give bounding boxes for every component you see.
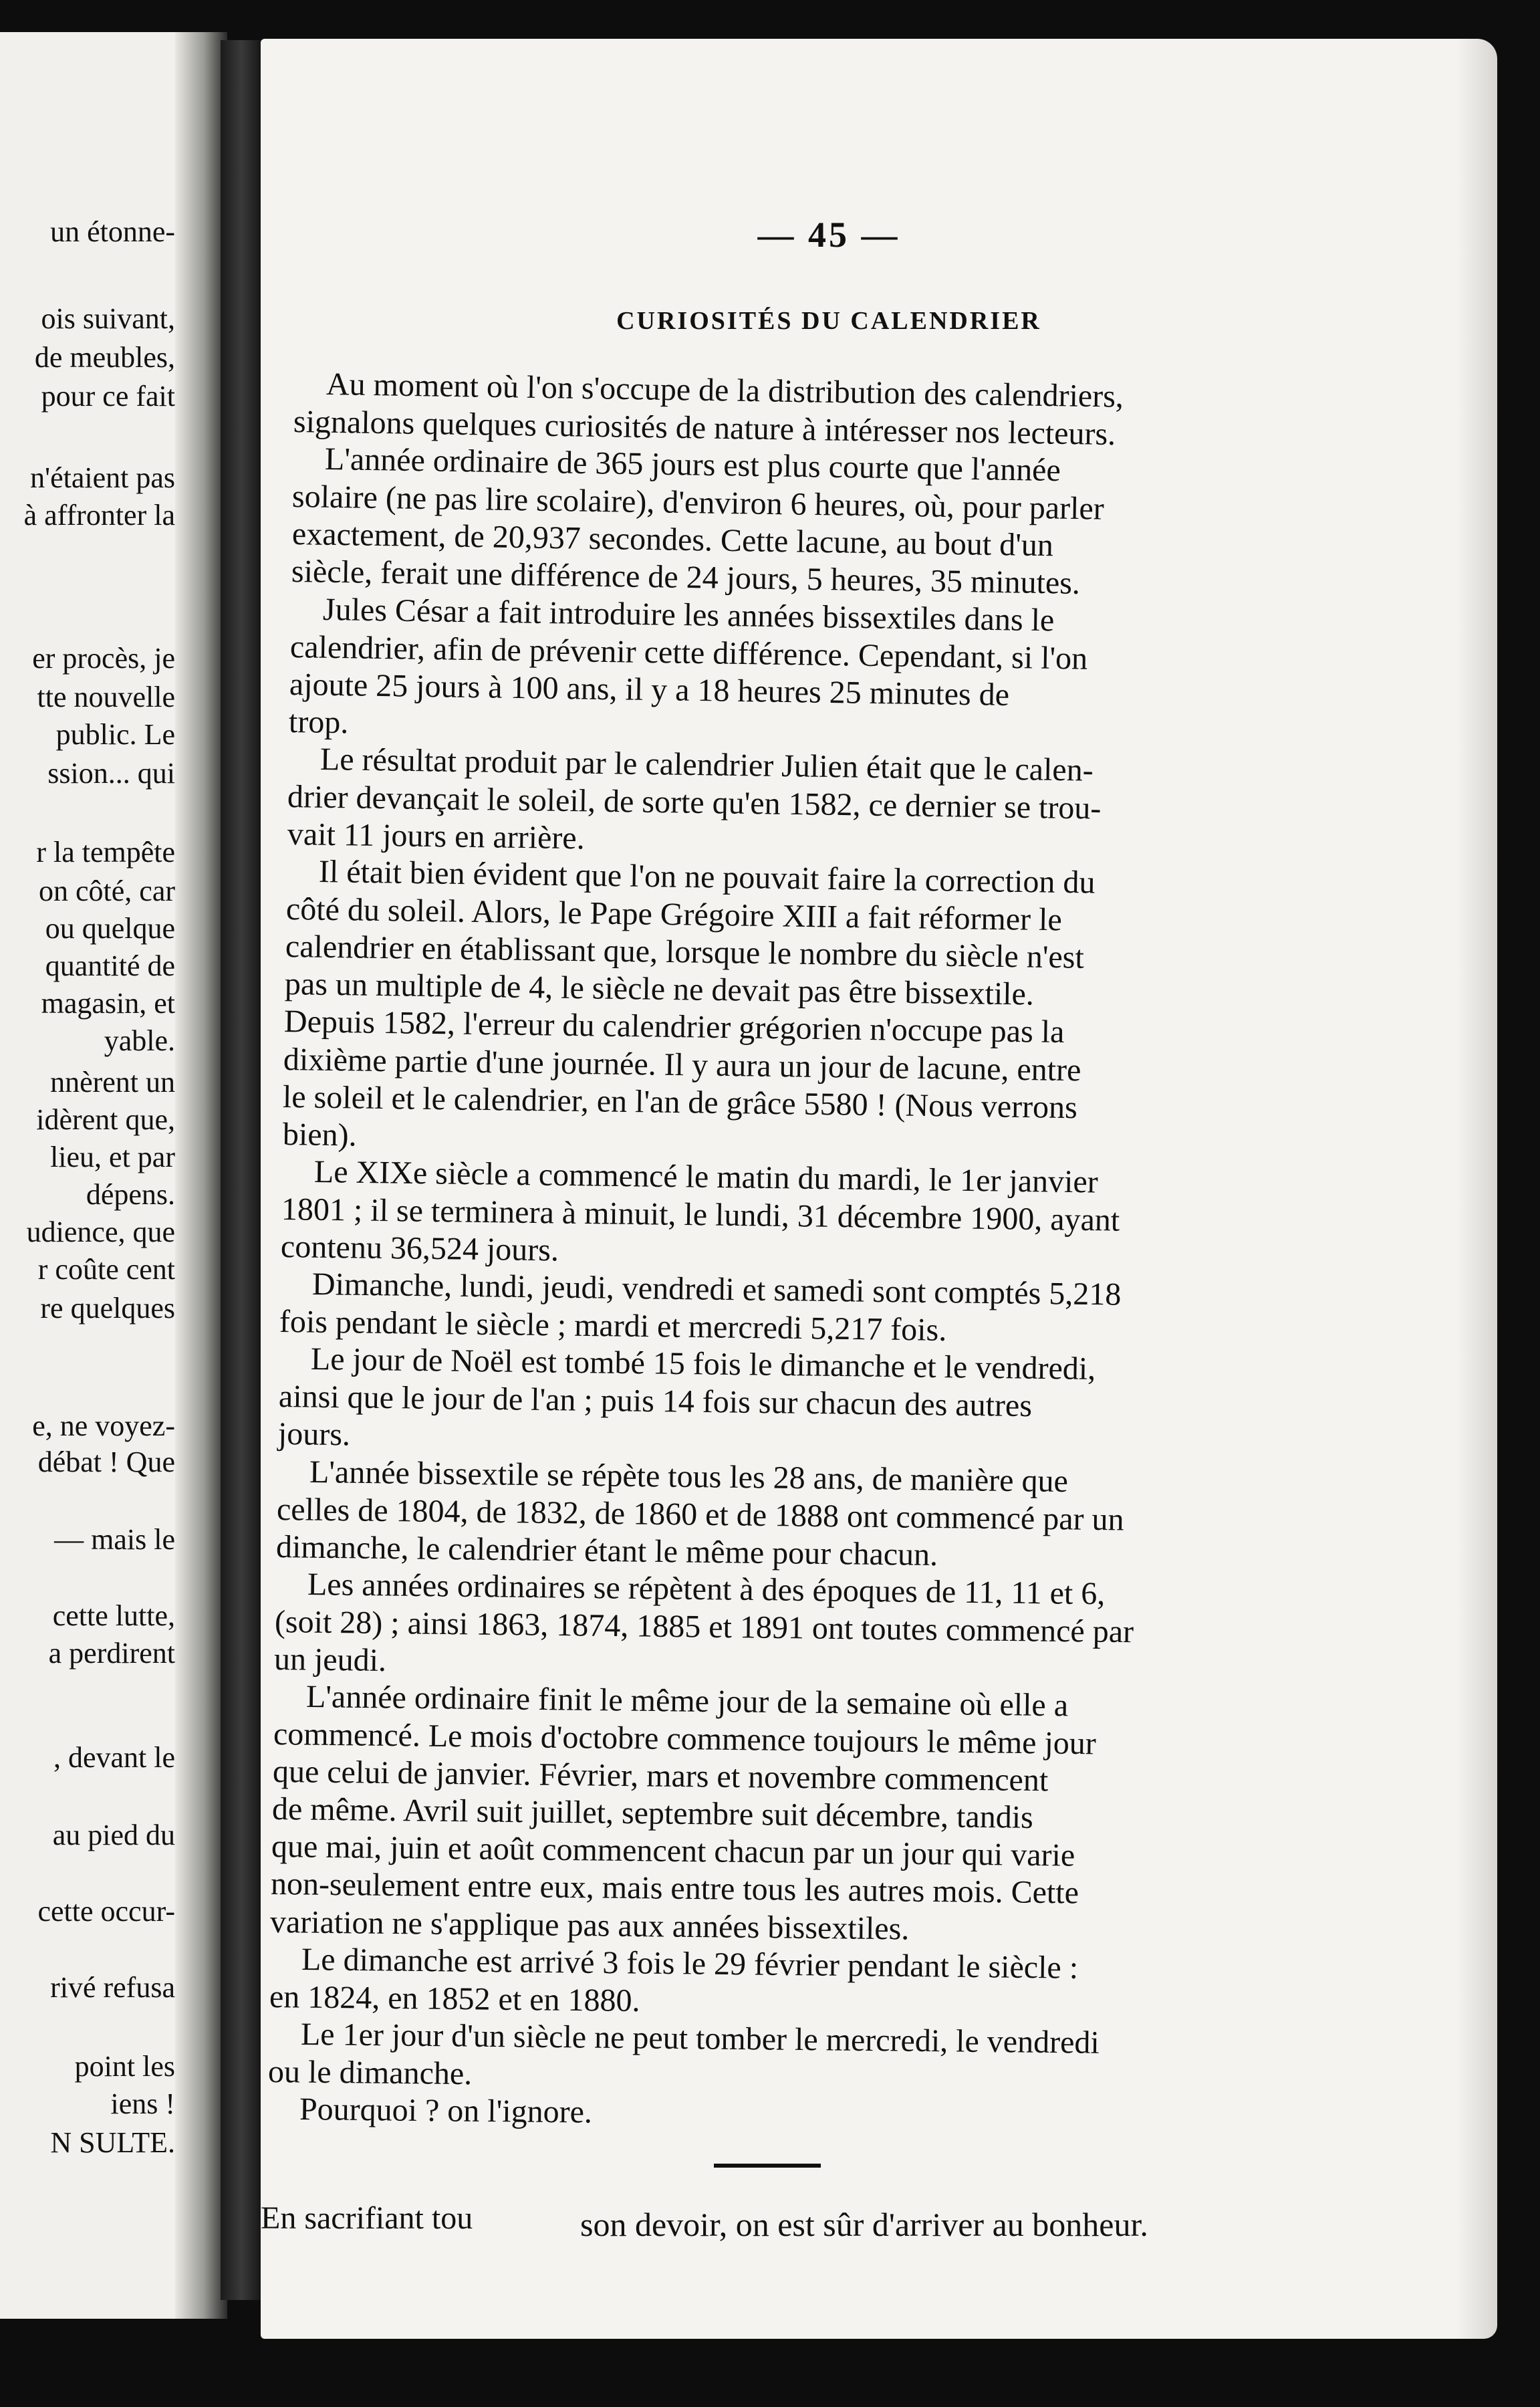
left-page-line: r la tempête	[36, 836, 175, 869]
body-line: en 1824, en 1852 et en 1880.	[269, 1978, 640, 2019]
body-line: jours.	[277, 1416, 350, 1453]
body-line: L'année ordinaire finit le même jour de la semaine où elle a	[305, 1679, 1068, 1724]
left-page-line: un étonne-	[50, 215, 175, 248]
left-page-line: , devant le	[53, 1741, 175, 1774]
body-line: variation ne s'applique pas aux années bissextiles.	[270, 1904, 910, 1947]
page-number: — 45 —	[757, 215, 900, 255]
left-page-line: iens !	[110, 2087, 175, 2120]
body-line: Au moment où l'on s'occupe de la distribution des calendriers,	[326, 366, 1124, 415]
left-page-line: cette lutte,	[52, 1599, 175, 1632]
left-page-line: tte nouvelle	[37, 681, 175, 713]
body-line: côté du soleil. Alors, le Pape Grégoire XIII a fait réformer le	[285, 891, 1062, 938]
main-page	[261, 39, 1497, 2339]
body-line: de même. Avril suit juillet, septembre suit décembre, tandis	[271, 1791, 1034, 1836]
left-page-line: de meubles,	[34, 341, 175, 374]
body-line: Depuis 1582, l'erreur du calendrier grégorien n'occupe pas la	[283, 1004, 1065, 1050]
left-page-line: re quelques	[40, 1292, 175, 1325]
left-page-line: quantité de	[45, 949, 175, 982]
body-line: Il était bien évident que l'on ne pouvait faire la correction du	[318, 854, 1096, 901]
body-line: dimanche, le calendrier étant le même pour chacun.	[275, 1528, 938, 1573]
body-line: L'année bissextile se répète tous les 28 ans, de manière que	[309, 1454, 1068, 1499]
body-line: Pourquoi ? on l'ignore.	[299, 2091, 593, 2130]
body-line: drier devançait le soleil, de sorte qu'en 1582, ce dernier se trou-	[287, 778, 1102, 826]
left-page-line: yable.	[104, 1024, 175, 1057]
body-line: Le 1er jour d'un siècle ne peut tomber le mercredi, le vendredi	[300, 2016, 1100, 2061]
left-page-line: rivé refusa	[50, 1971, 175, 2004]
left-page-line: cette occur-	[37, 1895, 175, 1928]
left-page-line: point les	[74, 2050, 175, 2083]
body-line: que celui de janvier. Février, mars et novembre commencent	[272, 1754, 1049, 1799]
body-line: dixième partie d'une journée. Il y aura un jour de lacune, entre	[283, 1041, 1082, 1088]
divider-rule	[714, 2164, 821, 2168]
left-page-line: e, ne voyez-	[32, 1409, 175, 1442]
body-line: signalons quelques curiosités de nature à intéresser nos lecteurs.	[293, 404, 1116, 453]
section-title: CURIOSITÉS DU CALENDRIER	[616, 307, 1041, 335]
body-line: siècle, ferait une différence de 24 jours, 5 heures, 35 minutes.	[291, 554, 1080, 602]
left-page-line: a perdirent	[48, 1637, 175, 1670]
left-page-line: N SULTE.	[50, 2126, 175, 2159]
body-line: un jeudi.	[274, 1641, 387, 1678]
body-line: calendrier, afin de prévenir cette différence. Cependant, si l'on	[289, 628, 1088, 677]
body-line: solaire (ne pas lire scolaire), d'environ 6 heures, où, pour parler	[291, 479, 1105, 527]
body-line: le soleil et le calendrier, en l'an de grâce 5580 ! (Nous verrons	[283, 1078, 1078, 1125]
left-facing-page	[0, 32, 227, 2319]
left-page-line: au pied du	[52, 1819, 175, 1851]
body-line: Le XIXe siècle a commencé le matin du mardi, le 1er janvier	[313, 1153, 1098, 1200]
body-line: 1801 ; il se terminera à minuit, le lundi, 31 décembre 1900, ayant	[281, 1191, 1120, 1238]
left-page-line: ssion... qui	[47, 757, 175, 790]
left-page-gutter-shadow	[175, 32, 227, 2319]
left-page-line: magasin, et	[41, 987, 175, 1020]
body-line: ou le dimanche.	[267, 2053, 473, 2092]
left-page-line: er procès, je	[32, 642, 175, 675]
left-page-line: idèrent que,	[36, 1103, 175, 1136]
body-line: Les années ordinaires se répètent à des époques de 11, 11 et 6,	[307, 1566, 1106, 1612]
body-line: Le jour de Noël est tombé 15 fois le dimanche et le vendredi,	[311, 1341, 1096, 1387]
body-line: que mai, juin et août commencent chacun par un jour qui varie	[271, 1829, 1075, 1874]
body-line: Le résultat produit par le calendrier Julien était que le calen-	[319, 741, 1094, 788]
left-page-line: — mais le	[54, 1523, 175, 1556]
body-line: trop.	[288, 703, 349, 741]
body-line: Le dimanche est arrivé 3 fois le 29 février pendant le siècle :	[301, 1941, 1079, 1986]
footer-maxim: son devoir, on est sûr d'arriver au bonheur.	[580, 2206, 1148, 2243]
left-page-line: pour ce fait	[41, 380, 175, 413]
left-page-line: ou quelque	[45, 912, 175, 945]
left-page-line: ois suivant,	[41, 302, 175, 335]
body-line: Jules César a fait introduire les années bissextiles dans le	[322, 591, 1055, 638]
body-line: fois pendant le siècle ; mardi et mercredi 5,217 fois.	[279, 1304, 947, 1349]
left-page-line: on côté, car	[39, 875, 175, 907]
left-page-line: n'étaient pas	[30, 461, 175, 494]
footer-fragment-left: En sacrifiant tou	[261, 2200, 473, 2236]
body-line: Dimanche, lundi, jeudi, vendredi et samedi sont comptés 5,218	[311, 1266, 1122, 1312]
left-page-line: public. Le	[55, 718, 175, 751]
left-page-line: lieu, et par	[50, 1141, 175, 1173]
body-line: calendrier en établissant que, lorsque le nombre du siècle n'est	[285, 929, 1085, 976]
body-line: exactement, de 20,937 secondes. Cette lacune, au bout d'un	[291, 516, 1053, 564]
body-line: (soit 28) ; ainsi 1863, 1874, 1885 et 1891 ont toutes commencé par	[274, 1603, 1134, 1650]
body-line: ajoute 25 jours à 100 ans, il y a 18 heures 25 minutes de	[289, 666, 1010, 713]
left-page-line: dépens.	[86, 1178, 175, 1211]
body-line: vait 11 jours en arrière.	[287, 816, 585, 856]
left-page-line: r coûte cent	[37, 1253, 175, 1286]
left-page-line: débat ! Que	[37, 1446, 175, 1478]
body-line: non-seulement entre eux, mais entre tous les autres mois. Cette	[270, 1866, 1079, 1911]
left-page-line: nnèrent un	[50, 1066, 175, 1099]
body-line: pas un multiple de 4, le siècle ne devait pas être bissextile.	[284, 966, 1035, 1013]
body-line: bien).	[282, 1116, 357, 1153]
left-page-line: udience, que	[26, 1216, 175, 1248]
book-binding	[221, 40, 262, 2300]
body-line: ainsi que le jour de l'an ; puis 14 fois sur chacun des autres	[278, 1379, 1032, 1424]
left-page-line: à affronter la	[23, 499, 175, 532]
body-line: celles de 1804, de 1832, de 1860 et de 1888 ont commencé par un	[276, 1491, 1124, 1538]
body-line: commencé. Le mois d'octobre commence toujours le même jour	[273, 1716, 1096, 1762]
body-line: L'année ordinaire de 365 jours est plus courte que l'année	[324, 441, 1061, 489]
body-line: contenu 36,524 jours.	[280, 1229, 559, 1268]
